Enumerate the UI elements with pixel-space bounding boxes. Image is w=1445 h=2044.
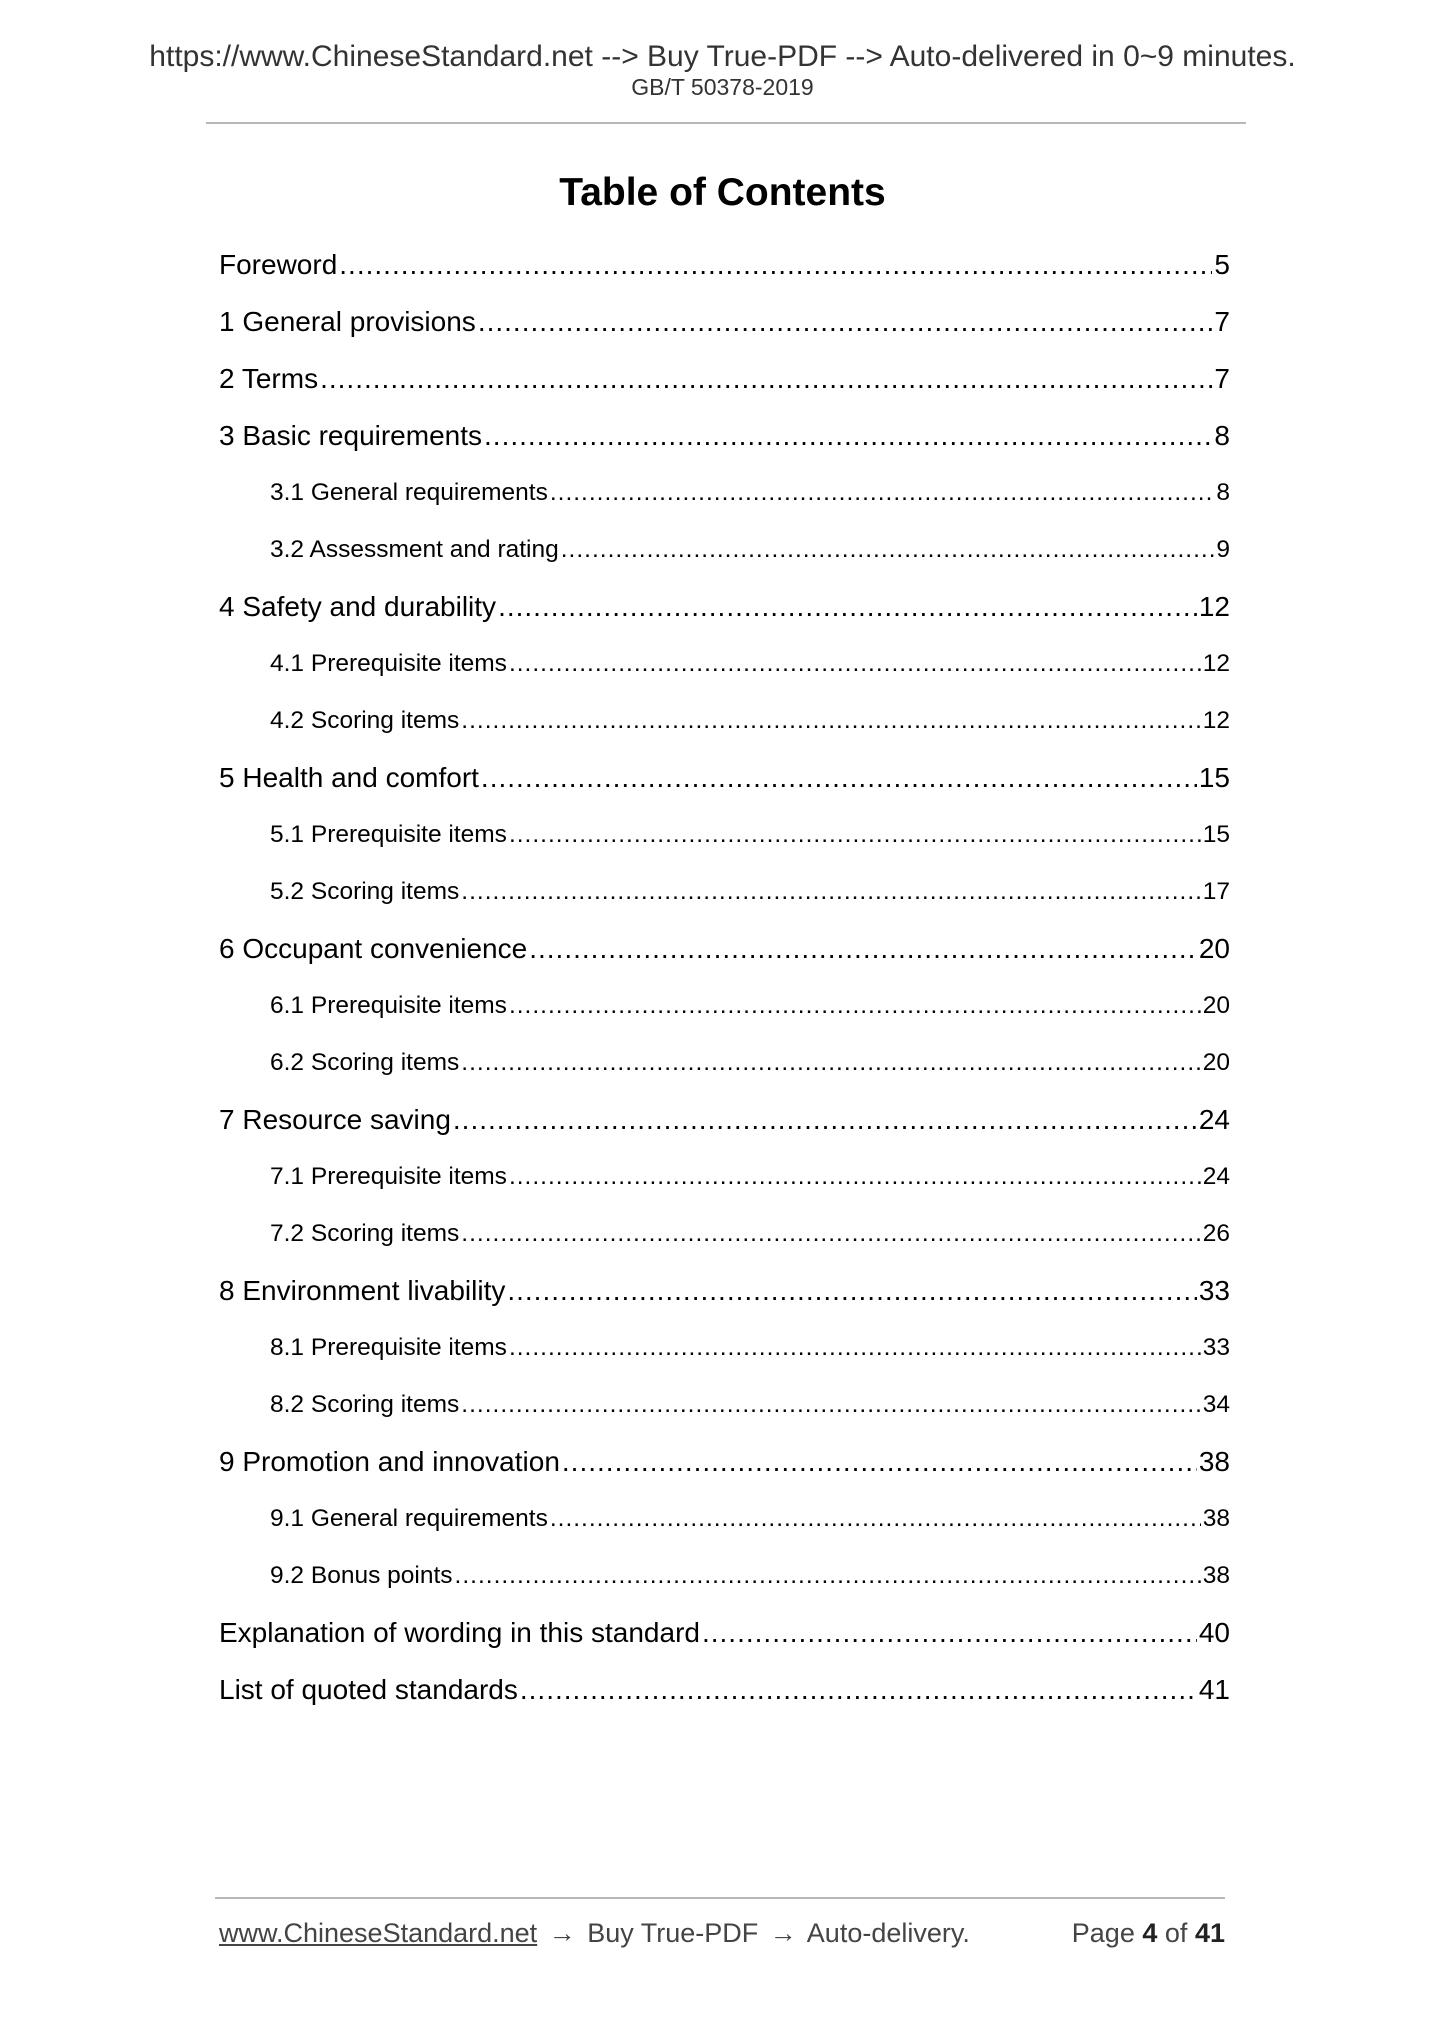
toc-entry-page: 26 xyxy=(1202,1220,1230,1247)
toc-entry-page: 24 xyxy=(1198,1104,1230,1135)
toc-dot-leader xyxy=(484,407,1212,464)
toc-entry-label: 9.1 General requirements xyxy=(270,1505,548,1532)
toc-entry-page: 15 xyxy=(1202,821,1230,848)
toc-entry-label: 2 Terms xyxy=(219,363,319,394)
toc-entry-label: 6.1 Prerequisite items xyxy=(270,992,507,1019)
toc-entry[interactable] xyxy=(219,521,1230,578)
toc-entry[interactable] xyxy=(219,350,1230,407)
footer-buy-text: Buy True-PDF xyxy=(587,1918,759,1948)
toc-entry[interactable] xyxy=(219,464,1230,521)
toc-entry-label: 4.2 Scoring items xyxy=(270,707,460,734)
toc-entry-label: 1 General provisions xyxy=(219,306,476,337)
toc-entry-label: 7.2 Scoring items xyxy=(270,1220,460,1247)
toc-entry[interactable] xyxy=(219,1547,1230,1604)
toc-entry-label: 7 Resource saving xyxy=(219,1104,451,1135)
toc-entry-page: 12 xyxy=(1202,707,1230,734)
footer-delivery-text: Auto-delivery. xyxy=(806,1918,970,1948)
toc-entry[interactable] xyxy=(219,806,1230,863)
toc-entry[interactable] xyxy=(219,1604,1230,1661)
page-title: Table of Contents xyxy=(559,171,886,214)
toc-entry-page: 20 xyxy=(1202,992,1230,1019)
toc-entry-page: 38 xyxy=(1202,1562,1230,1589)
toc-dot-leader xyxy=(481,749,1197,806)
page-total: 41 xyxy=(1194,1918,1225,1948)
toc-entry[interactable] xyxy=(219,407,1230,464)
toc-entry[interactable] xyxy=(219,1376,1230,1433)
toc-entry[interactable] xyxy=(219,578,1230,635)
toc-entry-label: 5.2 Scoring items xyxy=(270,878,460,905)
toc-dot-leader xyxy=(339,236,1212,293)
toc-entry[interactable] xyxy=(219,1262,1230,1319)
toc-entry-label: 6 Occupant convenience xyxy=(219,933,528,964)
toc-entry[interactable] xyxy=(219,692,1230,749)
toc-entry-label: Foreword xyxy=(219,249,338,280)
toc-dot-leader xyxy=(507,1262,1197,1319)
toc-entry-label: 5 Health and comfort xyxy=(219,762,479,793)
toc-entry[interactable] xyxy=(219,236,1230,293)
toc-dot-leader xyxy=(509,977,1201,1034)
toc-entry[interactable] xyxy=(219,863,1230,920)
toc-entry-label: 9 Promotion and innovation xyxy=(219,1446,560,1477)
toc-entry-page: 17 xyxy=(1202,878,1230,905)
toc-entry-label: 7.1 Prerequisite items xyxy=(270,1163,507,1190)
toc-entry-page: 20 xyxy=(1202,1049,1230,1076)
page-indicator xyxy=(1072,1916,1225,1950)
toc-entry-label: 8 Environment livability xyxy=(219,1275,506,1306)
toc-entry-page: 40 xyxy=(1198,1617,1230,1648)
arrow-right-icon: → xyxy=(548,1918,576,1948)
page-footer xyxy=(219,1916,1225,1950)
toc-dot-leader xyxy=(455,1547,1201,1604)
toc-dot-leader xyxy=(498,578,1197,635)
toc-entry-label: 9.2 Bonus points xyxy=(270,1562,453,1589)
toc-entry-label: 3.2 Assessment and rating xyxy=(270,536,559,563)
toc-entry[interactable] xyxy=(219,1091,1230,1148)
toc-entry-page: 7 xyxy=(1214,363,1230,394)
arrow-right-icon: → xyxy=(769,1918,797,1948)
toc-dot-leader xyxy=(478,293,1213,350)
toc-entry-label: 4 Safety and durability xyxy=(219,591,497,622)
top-banner[interactable]: https://www.ChineseStandard.net --> Buy True-PDF --> Auto-delivered in 0~9 minutes. xyxy=(149,40,1296,73)
toc-dot-leader xyxy=(509,1319,1201,1376)
toc-entry[interactable] xyxy=(219,1148,1230,1205)
toc-entry-page: 15 xyxy=(1198,762,1230,793)
toc-entry-page: 5 xyxy=(1214,249,1230,280)
toc-dot-leader xyxy=(320,350,1212,407)
toc-entry-page: 7 xyxy=(1214,306,1230,337)
toc-dot-leader xyxy=(562,1433,1197,1490)
footer-site-link[interactable]: www.ChineseStandard.net xyxy=(219,1918,538,1948)
toc-entry-label: List of quoted standards xyxy=(219,1674,518,1705)
toc-entry[interactable] xyxy=(219,1490,1230,1547)
toc-entry-page: 38 xyxy=(1198,1446,1230,1477)
toc-entry-page: 12 xyxy=(1198,591,1230,622)
toc-entry-label: 5.1 Prerequisite items xyxy=(270,821,507,848)
toc-dot-leader xyxy=(550,464,1215,521)
toc-entry-page: 41 xyxy=(1198,1674,1230,1705)
toc-dot-leader xyxy=(509,635,1201,692)
toc-dot-leader xyxy=(461,692,1200,749)
toc-entry-page: 8 xyxy=(1214,420,1230,451)
toc-dot-leader xyxy=(461,1376,1200,1433)
of-word: of xyxy=(1164,1918,1188,1948)
toc-entry[interactable] xyxy=(219,977,1230,1034)
toc-entry-label: Explanation of wording in this standard xyxy=(219,1617,700,1648)
page-word: Page xyxy=(1071,1918,1135,1948)
toc-entry-page: 9 xyxy=(1216,536,1230,563)
toc-entry-label: 8.1 Prerequisite items xyxy=(270,1334,507,1361)
toc-dot-leader xyxy=(461,1205,1200,1262)
toc-entry-label: 6.2 Scoring items xyxy=(270,1049,460,1076)
toc-dot-leader xyxy=(561,521,1215,578)
toc-dot-leader xyxy=(509,1148,1201,1205)
toc-entry-page: 38 xyxy=(1202,1505,1230,1532)
toc-entry-label: 4.1 Prerequisite items xyxy=(270,650,507,677)
toc-dot-leader xyxy=(550,1490,1201,1547)
toc-dot-leader xyxy=(453,1091,1197,1148)
toc-entry-label: 3.1 General requirements xyxy=(270,479,548,506)
toc-entry[interactable] xyxy=(219,635,1230,692)
toc-entry-label: 3 Basic requirements xyxy=(219,420,483,451)
toc-dot-leader xyxy=(509,806,1201,863)
toc-entry[interactable] xyxy=(219,749,1230,806)
toc-entry-page: 8 xyxy=(1216,479,1230,506)
toc-dot-leader xyxy=(702,1604,1197,1661)
toc-entry-page: 20 xyxy=(1198,933,1230,964)
table-of-contents xyxy=(219,236,1230,1718)
toc-entry-page: 33 xyxy=(1198,1275,1230,1306)
toc-entry[interactable] xyxy=(219,293,1230,350)
toc-entry[interactable] xyxy=(219,1661,1230,1718)
page-current: 4 xyxy=(1142,1918,1158,1948)
toc-entry[interactable] xyxy=(219,1034,1230,1091)
toc-entry-page: 34 xyxy=(1202,1391,1230,1418)
toc-dot-leader xyxy=(461,1034,1200,1091)
toc-entry-label: 8.2 Scoring items xyxy=(270,1391,460,1418)
toc-entry[interactable] xyxy=(219,1319,1230,1376)
footer-divider xyxy=(215,1897,1225,1899)
toc-entry-page: 33 xyxy=(1202,1334,1230,1361)
header-divider xyxy=(206,122,1246,124)
toc-dot-leader xyxy=(461,863,1200,920)
toc-entry-page: 24 xyxy=(1202,1163,1230,1190)
toc-entry[interactable] xyxy=(219,920,1230,977)
standard-code: GB/T 50378-2019 xyxy=(631,74,814,100)
toc-entry[interactable] xyxy=(219,1205,1230,1262)
toc-entry[interactable] xyxy=(219,1433,1230,1490)
toc-entry-page: 12 xyxy=(1202,650,1230,677)
toc-dot-leader xyxy=(520,1661,1197,1718)
toc-dot-leader xyxy=(529,920,1197,977)
